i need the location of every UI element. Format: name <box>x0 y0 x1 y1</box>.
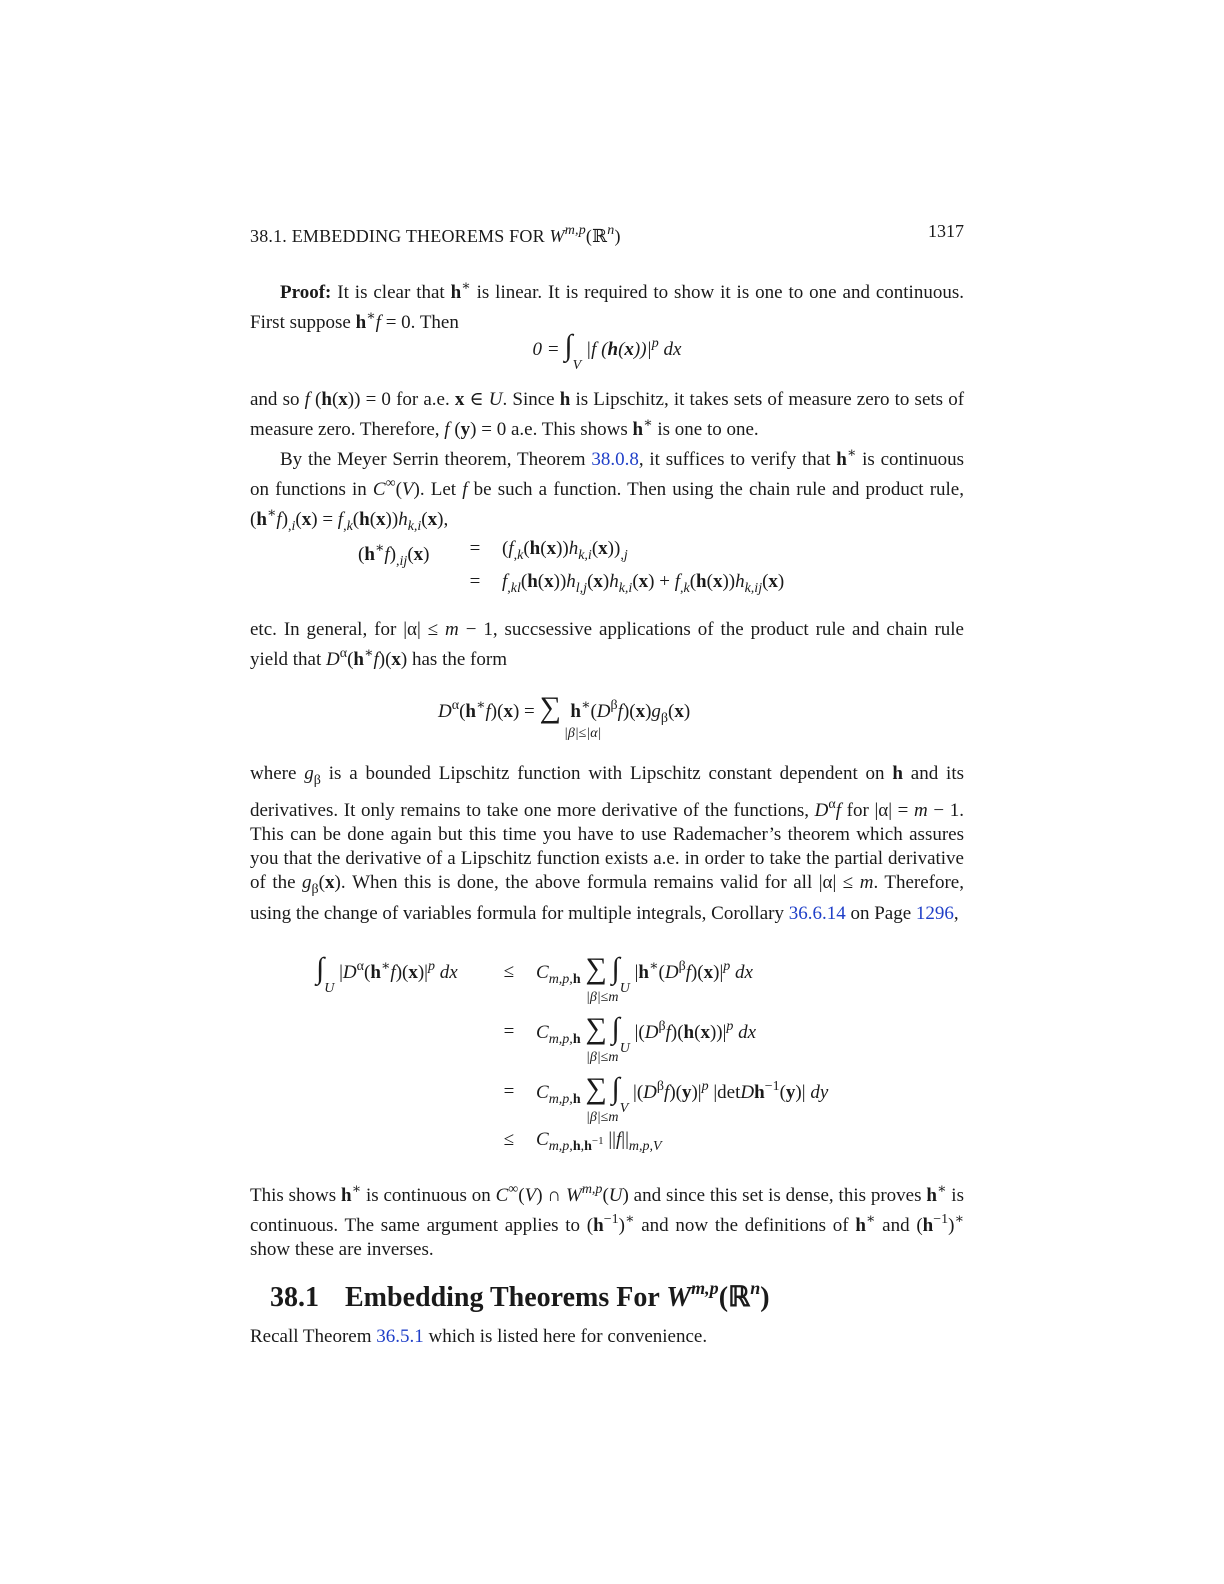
ineq-rhs-2: $C_{m,p,h}$ ∑ $\int_U$ $|(D^\beta f)(h(x))|^p$ dx <box>536 1012 757 1056</box>
equation-general-derivative: $D^\alpha(h^∗f)(x)$ = ∑ $h^∗(D^\beta f)(x)g_\beta(x)$ <box>438 691 691 726</box>
sum-index-beta-le-alpha: |β|≤|α| <box>564 726 602 741</box>
section-number: 38.1 <box>270 1282 319 1313</box>
running-title: 38.1. EMBEDDING THEOREMS FOR W$^{m,p}$(ℝ$^n$) <box>250 223 621 246</box>
link-theorem-36-5-1[interactable]: 36.5.1 <box>376 1326 424 1347</box>
link-page-1296[interactable]: 1296 <box>915 903 954 924</box>
sum-index-2: |β|≤m <box>586 1050 619 1065</box>
ineq-rhs-4: $C_{m,p,h,h^{-1}}$ $||f||_{m,p,V}$ <box>536 1129 662 1154</box>
ineq-le-4: ≤ <box>503 1129 515 1150</box>
ineq-le-1: ≤ <box>503 961 515 982</box>
ineq-eq-2: = <box>503 1021 515 1042</box>
link-theorem-38-0-8[interactable]: 38.0.8 <box>591 449 639 470</box>
equation-second-derivative-rhs1: $(f_{,k}(h(x))h_{k,i}(x))_{,j}$ <box>502 538 628 563</box>
equation-eq-sign-1: = <box>469 538 481 559</box>
ineq-rhs-1: $C_{m,p,h}$ ∑ $\int_U$ $|h^∗(D^\beta f)(x)|^p$ dx <box>536 952 753 996</box>
sum-index-1: |β|≤m <box>586 990 619 1005</box>
page-number: 1317 <box>928 221 964 241</box>
proof-paragraph-4: where $g_\beta$ is a bounded Lipschitz function with Lipschitz constant dependent on h and its derivatives. It only remains to take one more derivative of the functions, $D^\alpha f$ for |α| = m − 1. This can be done again but this time you have to use Rademacher’s theorem which assures you that the derivative of a Lipschitz function exists a.e. in order to take the partial derivative of the $g_\beta(x)$. When this is done, the above formula remains valid for all |α| ≤ m. Therefore, using the change of variables formula for multiple integrals, Corollary 36.6.14 on Page 1296, <box>250 763 965 924</box>
ineq-lhs: $\int_U$ $|D^\alpha(h^∗f)(x)|^p$ dx <box>316 952 458 996</box>
ineq-rhs-3: $C_{m,p,h}$ ∑ $\int_V$ $|(D^\beta f)(y)|^p$ |detDh$^{-1}$(y)| dy <box>536 1072 829 1116</box>
document-page <box>250 0 964 1584</box>
sum-index-3: |β|≤m <box>586 1110 619 1125</box>
proof-paragraph-1: Proof: It is clear that h∗ is linear. It is required to show it is one to one and continuous. First suppose h∗f = 0. Then <box>250 279 964 333</box>
section-heading <box>270 1276 770 1313</box>
equation-eq-sign-2: = <box>469 571 481 592</box>
proof-paragraph-2: and so f (h(x)) = 0 for a.e. x ∈ U. Since h is Lipschitz, it takes sets of measure zero to sets of measure zero. Therefore, f (y) = 0 a.e. This shows h∗ is one to one. By the Meyer Serrin theorem, Theorem 38.0.8, it suffices to verify that h∗ is continuous on functions in C∞(V). Let f be such a function. Then using the chain rule and product rule, $(h^∗f)_{,i}(x) = f_{,k}(h(x))h_{k,i}(x)$, <box>250 389 965 534</box>
equation-zero-integral: $0 = \int_V$ |f $(h(x))|^p$ dx <box>532 329 682 373</box>
section-title: Embedding Theorems For W$^{m,p}$(ℝ$^n$) <box>345 1278 770 1313</box>
recall-paragraph: Recall Theorem 36.5.1 which is listed here for convenience. <box>250 1326 708 1347</box>
link-corollary-36-6-14[interactable]: 36.6.14 <box>788 903 846 924</box>
proof-paragraph-3: etc. In general, for |α| ≤ m − 1, succsessive applications of the product rule and chain rule yield that $D^\alpha(h^∗f)(x)$ has the form <box>250 619 964 670</box>
running-header <box>250 219 964 245</box>
proof-paragraph-5: This shows h∗ is continuous on C∞(V) ∩ W$^{m,p}$(U) and since this set is dense, this proves h∗ is continuous. The same argument applies to $(h^{-1})^∗$ and now the definitions of h∗ and $(h^{-1})^∗$ show these are inverses. <box>250 1182 964 1260</box>
equation-second-derivative-rhs2: $f_{,kl}(h(x))h_{l,j}(x)h_{k,i}(x) + f_{,k}(h(x))h_{k,ij}(x)$ <box>502 571 785 596</box>
equation-second-derivative-lhs: $(h^∗f)_{,ij}(x)$ <box>358 541 430 569</box>
ineq-eq-3: = <box>503 1081 515 1102</box>
